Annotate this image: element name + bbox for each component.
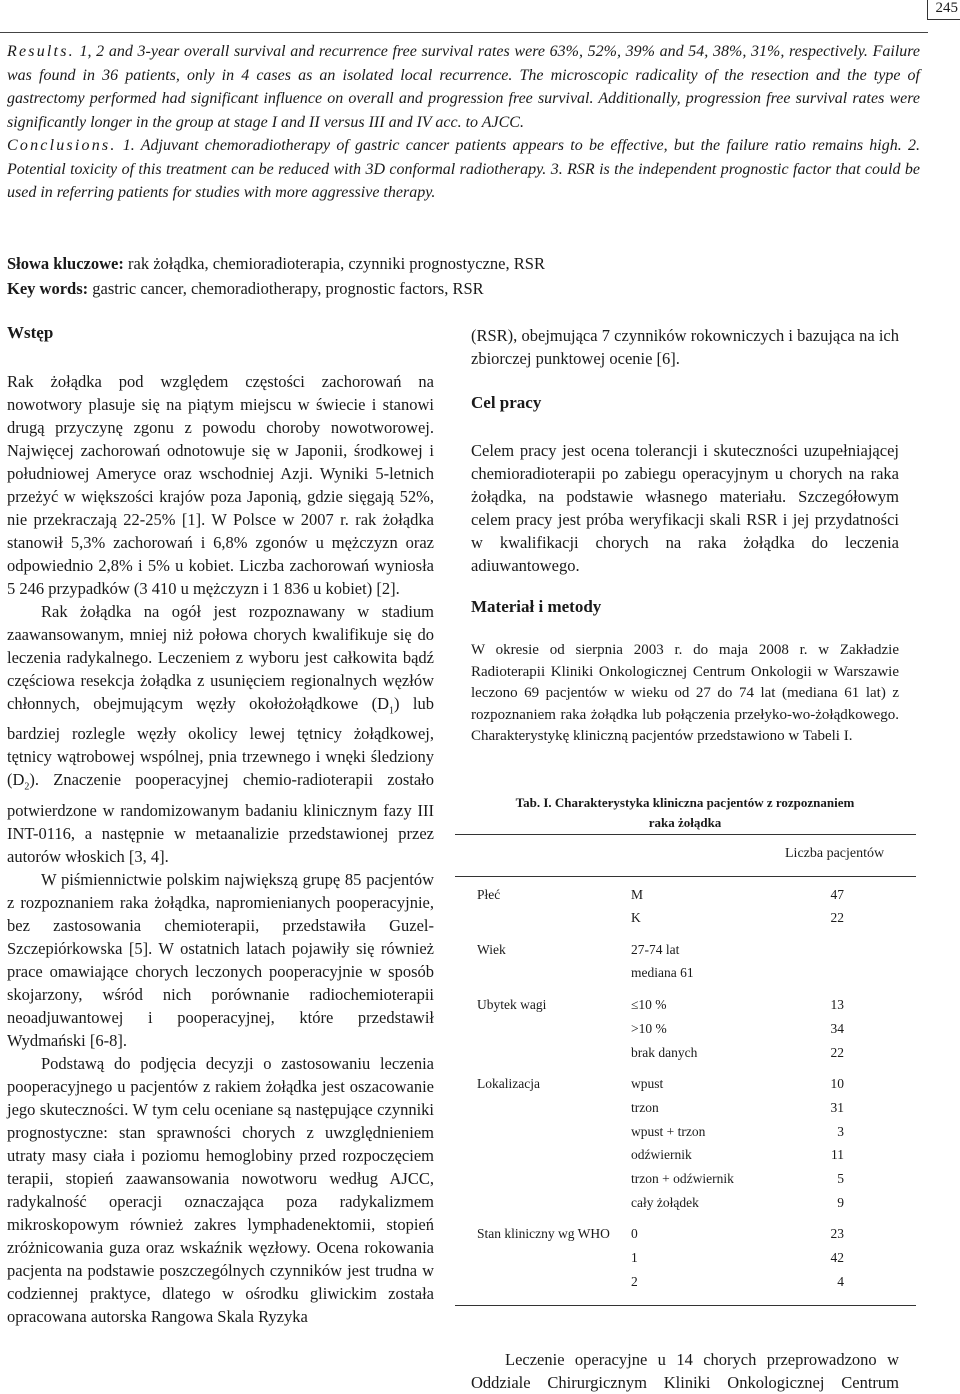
table-rule-top	[455, 834, 916, 835]
table-cell-subcategory: 1	[631, 1247, 638, 1269]
conclusions-label: Conclusions.	[7, 137, 117, 154]
table-cell-subcategory: >10 %	[631, 1018, 667, 1040]
paragraph: W okresie od sierpnia 2003 r. do maja 2008 r. w Zakładzie Radioterapii Kliniki Onkologicznej Centrum Onkologii w Warszawie leczono 69 pacjentów w wieku od 27 do 74 lat (mediana 61 lat) z rozpoznaniem raka żołądka lub połączenia przełyko-wo-żołądkowego. Charakterystykę kliniczną pacjentów przedstawiono w Tabeli I.	[471, 640, 899, 748]
keywords-en	[7, 277, 920, 302]
table-cell-subcategory: cały żołądek	[631, 1192, 699, 1214]
paragraph: Celem pracy jest ocena tolerancji i skuteczności uzupełniającej chemioradioterapii po zabiegu operacyjnym u chorych na raka żołądka, na podstawie własnego materiału. Szczegółowym celem pracy jest próba weryfikacji skali RSR i jej przydatności w kwalifikacji chorych na raka żołądka do leczenia adiuwantowego.	[471, 439, 899, 577]
abstract-results	[7, 40, 920, 134]
table-row	[455, 1271, 916, 1293]
table-cell-category: Płeć	[477, 884, 500, 906]
section-heading-material: Materiał i metody	[471, 597, 601, 617]
keywords-pl-text: rak żołądka, chemioradioterapia, czynniki prognostyczne, RSR	[124, 254, 545, 273]
keywords-en-text: gastric cancer, chemoradiotherapy, prognostic factors, RSR	[88, 279, 484, 298]
table-row	[455, 907, 916, 929]
keywords-pl	[7, 252, 920, 277]
table-cell-subcategory: mediana 61	[631, 962, 694, 984]
table-row	[455, 884, 916, 906]
table-cell-value: 10	[831, 1073, 845, 1095]
table-caption	[471, 793, 899, 833]
table-cell-subcategory: trzon + odźwiernik	[631, 1168, 734, 1190]
table-cell-subcategory: M	[631, 884, 643, 906]
table-cell-value: 22	[831, 907, 845, 929]
table-cell-category: Wiek	[477, 939, 506, 961]
text-run: ). Znaczenie pooperacyjnej chemio-radioterapii zostało potwierdzone w randomizowanym badaniu klinicznym fazy III INT-0116, a następnie w metaanalizie przedstawionej przez autorów włoskich [3, 4].	[7, 770, 434, 865]
table-cell-subcategory: 2	[631, 1271, 638, 1293]
paragraph	[7, 600, 434, 868]
paragraph: (RSR), obejmująca 7 czynników rokowniczych i bazująca na ich zbiorczej punktowej ocenie [6].	[471, 324, 899, 370]
table-cell-subcategory: K	[631, 907, 641, 929]
conclusions-text: 1. Adjuvant chemoradiotherapy of gastric cancer patients appears to be effective, but the failure ratio remains high. 2. Potential toxicity of this treatment can be reduced with 3D conformal radiotherapy. 3. RSR is the independent prognostic factor that could be used in referring patients for studies with more aggressive therapy.	[7, 137, 920, 201]
table-row	[455, 962, 916, 984]
paragraph: Rak żołądka pod względem częstości zachorowań na nowotwory plasuje się na piątym miejscu w świecie i stanowi drugą przyczynę zgonu z powodu choroby nowotworowej. Najwięcej zachorowań odnotowuje się w Japonii, środkowej i południowej Ameryce oraz wschodniej Azji. Wyniki 5-letnich przeżyć w większości krajów poza Japonią, gdzie sięgają 52%, nie przekraczają 22-25% [1]. W Polsce w 2007 r. rak żołądka stanowił 5,3% zachorowań i 6,8% zgonów u mężczyzn oraz odpowiednio 2,8% i 5% u kobiet. Liczba zachorowań wyniosła 5 246 przypadków (3 410 u mężczyzn i 1 836 u kobiet) [2].	[7, 370, 434, 600]
table-row	[455, 994, 916, 1016]
keywords	[7, 252, 920, 301]
table-row	[455, 1018, 916, 1040]
paragraph: W piśmiennictwie polskim największą grupę 85 pacjentów z rozpoznaniem raka żołądka, napromienianych pooperacyjnie, bez zastosowania chemioterapii, przedstawiła Guzel-Szczepiórkowska [5]. W ostatnich latach pojawiły się również prace omawiające chorych leczonych pooperacyjnie w sposób skojarzony, wśród nich porównanie radiochemioterapii neoadjuwantowej i pooperacyjnej, które przedstawił Wydmański [6-8].	[7, 868, 434, 1052]
right-column-intro	[471, 324, 899, 370]
table-row	[455, 1121, 916, 1143]
table-row	[455, 1223, 916, 1245]
table-cell-category: Lokalizacja	[477, 1073, 540, 1095]
table-row	[455, 1097, 916, 1119]
table-cell-subcategory: trzon	[631, 1097, 659, 1119]
table-column-header: Liczba pacjentów	[785, 846, 884, 862]
paragraph: Podstawą do podjęcia decyzji o zastosowaniu leczenia pooperacyjnego u pacjentów z rakiem żołądka jest oszacowanie jego skuteczności. W tym celu oceniane są następujące czynniki prognostyczne: stan sprawności chorych z uwzględnieniem utraty masy ciała i poziomu hemoglobiny przed rozpoczęciem terapii, stopień zaawansowania nowotworu według AJCC, radykalność operacji oznaczająca poza radykalizmem mikroskopowym również zakres lymphadenektomii, stopień zróżnicowania guza oraz wskaźnik węzłowy. Ocena rokowania pacjenta na podstawie poszczególnych czynników jest trudna w codziennej praktyce, dlatego w ośrodku gliwickim została opracowana autorska Rangowa Skala Ryzyka	[7, 1052, 434, 1328]
table-cell-subcategory: 0	[631, 1223, 638, 1245]
table-cell-category: Stan kliniczny wg WHO	[477, 1223, 610, 1245]
table-cell-subcategory: brak danych	[631, 1042, 697, 1064]
results-text: 1, 2 and 3-year overall survival and recurrence free survival rates were 63%, 52%, 39% and 54, 38%, 31%, respectively. Failure was found in 36 patients, only in 4 cases as an isolated local recurrence. The microscopic radicality of the resection and the type of gastrectomy performed had significant influence on overall and progression free survival. Additionally, progression free survival rates were significantly longer in the group at stage I and II versus III and IV acc. to AJCC.	[7, 43, 920, 131]
table-cell-value: 11	[831, 1144, 844, 1166]
table-cell-subcategory: 27-74 lat	[631, 939, 679, 961]
page-number: 245	[927, 0, 960, 20]
table-cell-subcategory: odźwiernik	[631, 1144, 692, 1166]
table-cell-category: Ubytek wagi	[477, 994, 546, 1016]
table-rule-header	[455, 876, 916, 877]
table-cell-value: 3	[837, 1121, 844, 1143]
table-cell-value: 31	[831, 1097, 845, 1119]
table-cell-value: 9	[837, 1192, 844, 1214]
table-cell-value: 47	[831, 884, 845, 906]
paragraph: Leczenie operacyjne u 14 chorych przeprowadzono w Oddziale Chirurgicznym Kliniki Onkologicznej Centrum	[471, 1348, 899, 1394]
table-cell-value: 22	[831, 1042, 845, 1064]
table-cell-value: 34	[831, 1018, 845, 1040]
section-heading-cel: Cel pracy	[471, 393, 541, 413]
table-cell-value: 23	[831, 1223, 845, 1245]
right-column-continuation	[471, 1348, 899, 1394]
right-column-cel	[471, 439, 899, 577]
results-label: Results.	[7, 43, 75, 60]
table-cell-value: 5	[837, 1168, 844, 1190]
table-cell-subcategory: wpust	[631, 1073, 663, 1095]
table-row	[455, 1144, 916, 1166]
abstract-conclusions	[7, 134, 920, 205]
subscript: 2	[24, 782, 29, 793]
right-column-material	[471, 640, 899, 748]
text-run: ) lub bardziej rozlegle węzły okolicy lewej tętnicy żołądkowej, tętnicy wątrobowej wspólnej, pnia trzewnego i wnęki śledziony (D	[7, 694, 434, 789]
keywords-en-label: Key words:	[7, 279, 88, 298]
table-row	[455, 1042, 916, 1064]
table-row	[455, 1168, 916, 1190]
header-rule	[0, 32, 928, 33]
subscript: 1	[389, 705, 394, 716]
table-row	[455, 1073, 916, 1095]
table-row	[455, 939, 916, 961]
table-row	[455, 1192, 916, 1214]
table-rule-bottom	[455, 1305, 916, 1306]
table-row	[455, 1247, 916, 1269]
table-caption-line: Tab. I. Charakterystyka kliniczna pacjentów z rozpoznaniem	[471, 793, 899, 813]
left-column	[7, 370, 434, 1328]
table-cell-value: 13	[831, 994, 845, 1016]
table-caption-line: raka żołądka	[471, 813, 899, 833]
table-cell-value: 4	[837, 1271, 844, 1293]
section-heading-wstep: Wstęp	[7, 323, 53, 343]
table-cell-value: 42	[831, 1247, 845, 1269]
table-cell-subcategory: ≤10 %	[631, 994, 667, 1016]
text-run: Rak żołądka na ogół jest rozpoznawany w stadium zaawansowanym, mniej niż połowa chorych kwalifikuje się do leczenia radykalnego. Leczeniem z wyboru jest całkowita bądź częściowa resekcja żołądka z usunięciem regionalnych węzłów chłonnych, obejmującym węzły okołożołądkowe (D	[7, 602, 434, 713]
table-cell-subcategory: wpust + trzon	[631, 1121, 705, 1143]
abstract	[7, 40, 920, 205]
keywords-pl-label: Słowa kluczowe:	[7, 254, 124, 273]
